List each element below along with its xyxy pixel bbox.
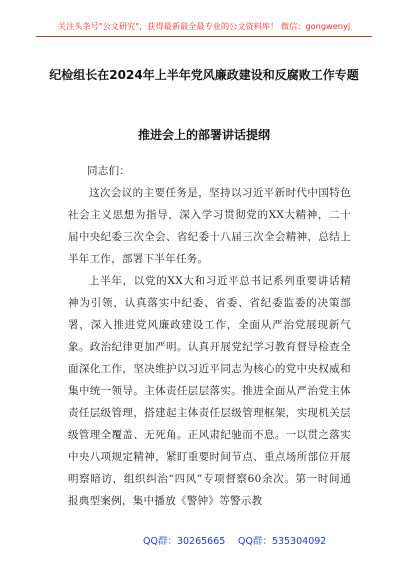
document-title-line-1: 纪检组长在2024年上半年党风廉政建设和反腐败工作专题 <box>49 68 359 82</box>
paragraph: 这次会议的主要任务是，坚持以习近平新时代中国特色社会主义思想为指导，深入学习贯彻党的XX大精神，二十届中央纪委三次全会、省纪委十八届三次全会精神，总结上半年工作，部署下半年任务。 <box>68 187 351 265</box>
header-divider <box>36 36 372 37</box>
footer-qq-group-1: QQ群：30265665 <box>143 536 226 547</box>
footer-qq-group-2: QQ群：535304092 <box>238 536 327 547</box>
document-title-line-2: 推进会上的部署讲话提纲 <box>137 128 270 142</box>
paragraph: 上半年，以党的XX大和习近平总书记系列重要讲话精神为引领，认真落实中纪委、省委、省纪委监委的决策部署，深入推进党风廉政建设工作，全面从严治党展现新气象。政治纪律更加严明。认真开展党纪学习教育督导检查全面深化工作，坚决维护以习近平同志为核心的党中央权威和集中统一领导。主体责任层层落实。推进全面从严治党主体责任层级管理，搭建起主体责任层级管理框架，实现机关层级管理全覆盖、无死角。正风肃纪驰而不息。一以贯之落实中央八项规定精神，紧盯重要时间节点、重点场所部位开展明察暗访，组织纠治“四风”专项督察60余次。第一时间通报典型案例，集中播放《警钟》等警示教 <box>68 275 351 507</box>
salutation: 同志们： <box>87 165 131 177</box>
document-body <box>68 160 351 512</box>
footer <box>0 535 408 549</box>
header-banner: 关注头条号"公文研究"，获得最新最全最专业的公文资料库！ 微信：gongwenyj <box>57 21 351 31</box>
